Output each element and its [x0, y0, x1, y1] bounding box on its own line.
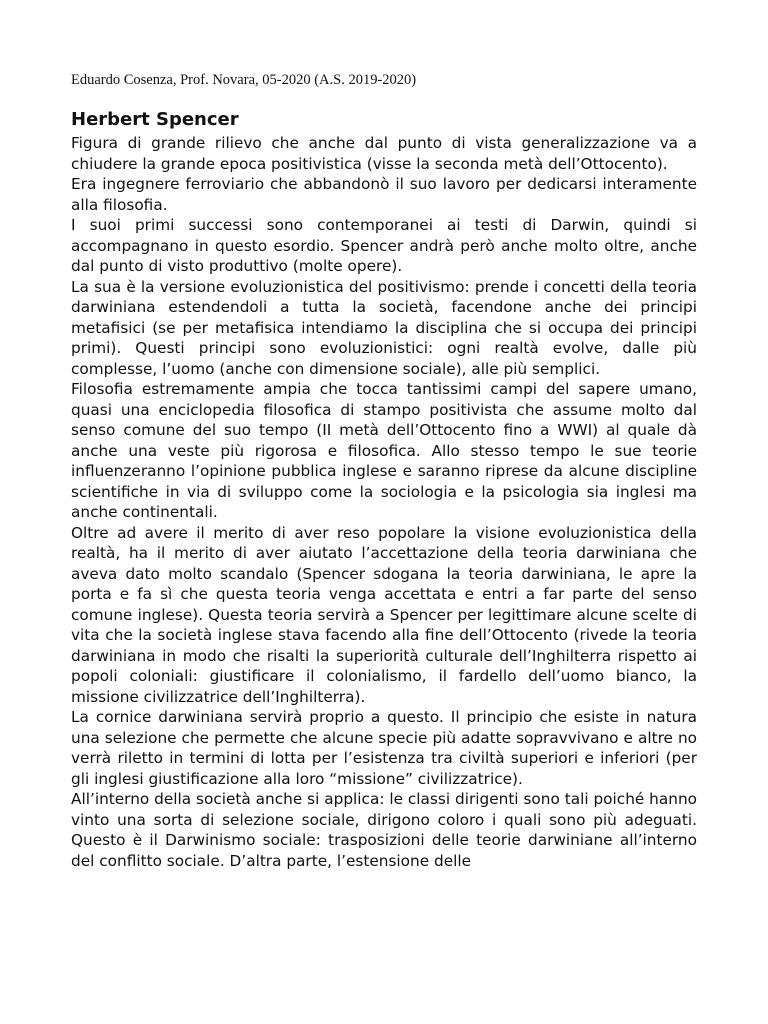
- paragraph: Figura di grande rilievo che anche dal punto di vista generalizzazione va a chiudere la grande epoca positivistica (visse la seconda metà dell’Ottocento).: [71, 134, 697, 173]
- document-header-info: Eduardo Cosenza, Prof. Novara, 05-2020 (A.S. 2019-2020): [71, 72, 417, 88]
- paragraph: Era ingegnere ferroviario che abbandonò il suo lavoro per dedicarsi interamente alla filosofia.: [71, 175, 697, 214]
- paragraph: All’interno della società anche si applica: le classi dirigenti sono tali poiché hanno vinto una sorta di selezione sociale, dirigono coloro i quali sono più adeguati. Questo è il Darwinismo sociale: trasposizioni delle teorie darwiniane all’interno del conflitto sociale. D’altra parte, l’estensione delle: [71, 790, 697, 870]
- paragraph: Filosofia estremamente ampia che tocca tantissimi campi del sapere umano, quasi una enciclopedia filosofica di stampo positivista che assume molto dal senso comune del suo tempo (II metà dell’Ottocento fino a WWI) al quale dà anche una veste più rigorosa e filosofica. Allo stesso tempo le sue teorie influenzeranno l’opinione pubblica inglese e saranno riprese da alcune discipline scientifiche in via di sviluppo come la sociologia e la psicologia sia inglesi ma anche continentali.: [71, 380, 697, 521]
- document-body: [71, 133, 697, 871]
- document-title: Herbert Spencer: [71, 109, 239, 130]
- paragraph: La sua è la versione evoluzionistica del positivismo: prende i concetti della teoria darwiniana estendendoli a tutta la società, facendone anche dei principi metafisici (se per metafisica intendiamo la disciplina che si occupa dei principi primi). Questi principi sono evoluzionistici: ogni realtà evolve, dalle più complesse, l’uomo (anche con dimensione sociale), alle più semplici.: [71, 277, 697, 378]
- paragraph: La cornice darwiniana servirà proprio a questo. Il principio che esiste in natura una selezione che permette che alcune specie più adatte sopravvivano e altre no verrà riletto in termini di lotta per l’esistenza tra civiltà superiori e inferiori (per gli inglesi giustificazione alla loro “missione” civilizzatrice).: [71, 708, 697, 788]
- paragraph: I suoi primi successi sono contemporanei ai testi di Darwin, quindi si accompagnano in questo esordio. Spencer andrà però anche molto oltre, anche dal punto di visto produttivo (molte opere).: [71, 216, 697, 275]
- paragraph: Oltre ad avere il merito di aver reso popolare la visione evoluzionistica della realtà, ha il merito di aver aiutato l’accettazione della teoria darwiniana che aveva dato molto scandalo (Spencer sdogana la teoria darwiniana, le apre la porta e fa sì che questa teoria venga accettata e entri a far parte del senso comune inglese). Questa teoria servirà a Spencer per legittimare alcune scelte di vita che la società inglese stava facendo alla fine dell’Ottocento (rivede la teoria darwiniana in modo che risalti la superiorità culturale dell’Inghilterra rispetto ai popoli coloniali: giustificare il colonialismo, il fardello dell’uomo bianco, la missione civilizzatrice dell’Inghilterra).: [71, 523, 697, 706]
